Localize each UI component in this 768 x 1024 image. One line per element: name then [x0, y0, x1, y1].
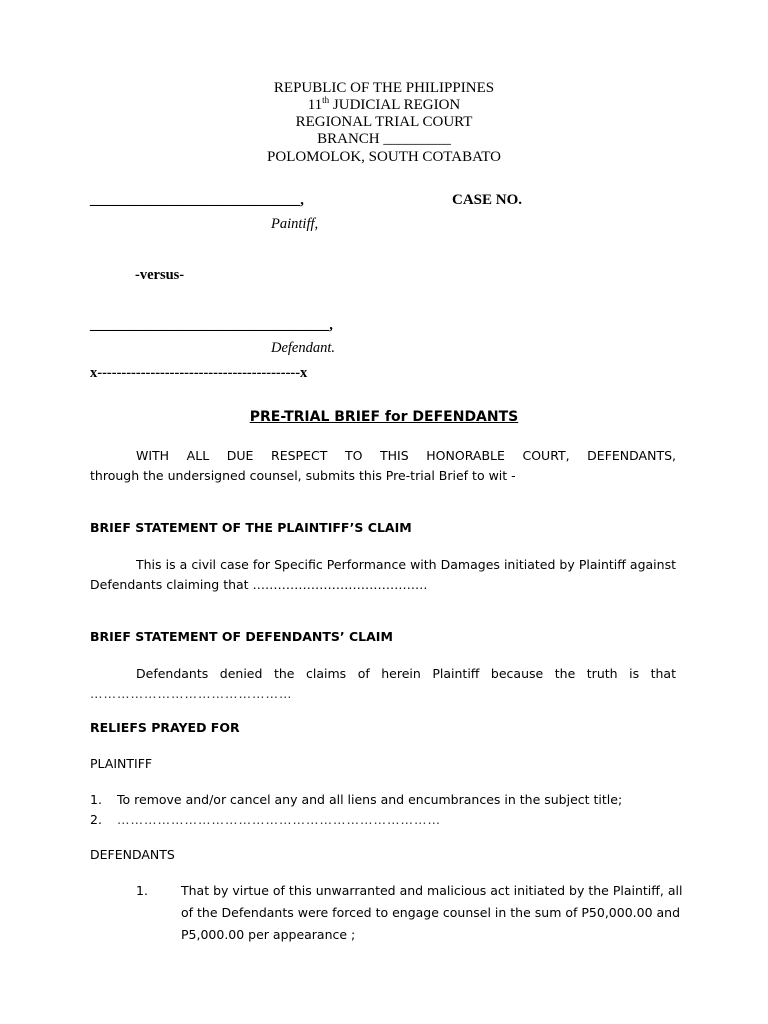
plaintiff-claim-line-2: Defendants claiming that ……………………………………	[90, 577, 428, 592]
defendant-relief-line-2: of the Defendants were forced to engage counsel in the sum of P50,000.00 and	[181, 905, 681, 920]
defendant-label: Defendant.	[271, 340, 336, 356]
judicial-region-line	[0, 97, 768, 114]
plaintiff-relief-item	[90, 812, 441, 827]
region-ordinal-suffix: th	[322, 95, 330, 105]
defendant-relief-line-1: That by virtue of this unwarranted and malicious act initiated by the Plaintiff, all	[181, 883, 683, 898]
defendant-relief-number: 1.	[136, 883, 148, 898]
document-title: PRE-TRIAL BRIEF for DEFENDANTS	[249, 409, 519, 425]
defendants-reliefs-label: DEFENDANTS	[90, 847, 175, 862]
list-number: 2.	[90, 812, 102, 827]
list-text: To remove and/or cancel any and all liens and encumbrances in the subject title;	[117, 792, 623, 807]
list-text: ………………………………………………………………	[117, 812, 441, 827]
reliefs-heading: RELIEFS PRAYED FOR	[90, 720, 240, 735]
defendants-claim-heading: BRIEF STATEMENT OF DEFENDANTS’ CLAIM	[90, 629, 393, 644]
defendants-claim-line-2: ………………………………………	[90, 686, 293, 701]
plaintiff-name-blank: _____________________________,	[90, 192, 304, 208]
court-name-line: REGIONAL TRIAL COURT	[295, 114, 473, 130]
plaintiff-claim-heading: BRIEF STATEMENT OF THE PLAINTIFF’S CLAIM	[90, 520, 412, 535]
defendants-claim-line-1: Defendants denied the claims of herein Plaintiff because the truth is that	[136, 666, 676, 681]
case-number-label: CASE NO.	[452, 192, 523, 208]
defendant-name-blank: _________________________________,	[90, 317, 333, 333]
versus-label: -versus-	[135, 267, 185, 283]
plaintiff-label: Paintiff,	[271, 216, 319, 232]
region-number: 11	[307, 97, 323, 113]
intro-line-1: WITH ALL DUE RESPECT TO THIS HONORABLE COURT, DEFENDANTS,	[136, 448, 676, 463]
intro-line-2: through the undersigned counsel, submits this Pre-trial Brief to wit -	[90, 468, 516, 483]
list-number: 1.	[90, 792, 102, 807]
defendant-relief-line-3: P5,000.00 per appearance ;	[181, 927, 356, 942]
plaintiff-claim-line-1: This is a civil case for Specific Performance with Damages initiated by Plaintiff against	[136, 557, 676, 572]
court-republic-line: REPUBLIC OF THE PHILIPPINES	[273, 80, 495, 96]
plaintiff-reliefs-label: PLAINTIFF	[90, 756, 153, 771]
court-location-line: POLOMOLOK, SOUTH COTABATO	[267, 149, 501, 165]
caption-separator: x------------------------------------------x	[90, 365, 308, 381]
region-text: JUDICIAL REGION	[329, 97, 461, 113]
plaintiff-relief-item	[90, 792, 622, 807]
branch-line: BRANCH _________	[317, 131, 451, 147]
